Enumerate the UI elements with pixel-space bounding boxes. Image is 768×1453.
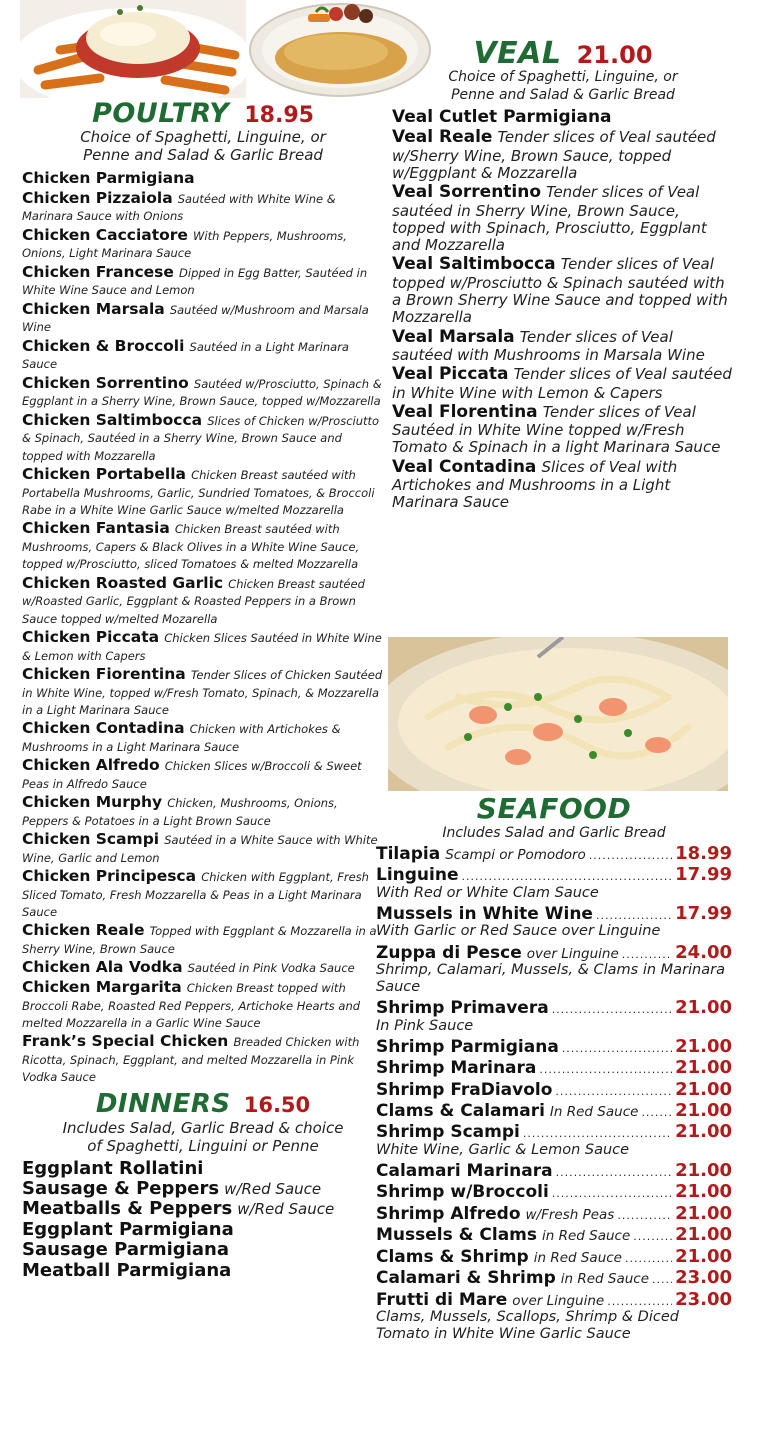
menu-item-name: Veal Piccata [392,364,509,385]
menu-item [22,1261,384,1280]
menu-item [22,226,384,261]
left-column [22,98,384,1281]
seafood-item-row [376,1058,732,1077]
seafood-item [376,1122,732,1159]
menu-item-name: Chicken Pizzaiola [22,188,173,207]
menu-item [22,1240,384,1259]
menu-item-description: Chicken Breast sautéed with Portabella Mushrooms, Garlic, Sundried Tomatoes, & Broccoli Rabe in a White Wine Garlic Sauce w/melted Mozzarella [22,468,375,517]
menu-item-description: With Red or White Clam Sauce [376,884,599,901]
menu-item-description: Tender slices of Veal sautéed in Sherry Wine, Brown Sauce, topped with Spinach, Prosciutto, Eggplant and Mozzarella [392,183,707,255]
menu-item-name: Shrimp Primavera [376,998,549,1019]
dinners-price: 16.50 [243,1092,311,1117]
menu-item [22,665,384,717]
menu-item-name: Chicken Piccata [22,627,160,646]
menu-item-name: Veal Reale [392,127,493,148]
menu-item-name: Shrimp Marinara [376,1058,537,1079]
menu-item-name: Chicken Scampi [22,830,160,849]
seafood-item [376,1080,732,1099]
menu-item-description: Tender slices of Veal sautéed with Mushrooms in Marsala Wine [392,327,705,364]
poultry-title: POULTRY [92,98,230,129]
menu-item-description: Tender Slices of Chicken Sautéed in White Wine, topped w/Fresh Tomato, Spinach, & Mozzarella in a Light Marinara Sauce [22,667,383,717]
menu-item-description: Tender slices of Veal Sautéed in White Wine topped w/Fresh Tomato & Spinach in a light Marinara Sauce [392,402,721,457]
price-leader-dots [556,1167,672,1179]
seafood-header [376,792,732,824]
menu-item-note: over Linguine [526,945,619,962]
seafood-item-row [376,1037,732,1056]
menu-item [392,183,734,253]
menu-item [22,337,384,372]
seafood-item-row [376,1182,732,1201]
menu-item [22,374,384,409]
veal-title: VEAL [473,36,562,71]
menu-item [392,365,734,401]
menu-item-description: Chicken with Artichokes & Mushrooms in a Light Marinara Sauce [22,722,341,754]
menu-item-price: 21.00 [675,1202,732,1224]
menu-item-name: Veal Sorrentino [392,182,542,203]
menu-item-name: Chicken Reale [22,921,145,940]
menu-item [22,1179,384,1198]
poultry-subtitle-2: Penne and Salad & Garlic Bread [83,146,323,164]
menu-item-description: Clams, Mussels, Scallops, Shrimp & Diced Tomato in White Wine Garlic Sauce [376,1309,679,1343]
menu-item [22,830,384,865]
veal-price: 21.00 [576,41,653,69]
seafood-list [376,844,732,1343]
menu-item [22,793,384,828]
seafood-item [376,1037,732,1056]
menu-item-name: Eggplant Rollatini [22,1157,204,1179]
menu-item-description: Sautéed with White Wine & Marinara Sauce with Onions [22,191,336,224]
menu-item-name: Clams & Shrimp [376,1246,529,1267]
menu-item-price: 18.99 [675,843,732,864]
price-leader-dots [552,1188,672,1200]
seafood-column [376,792,732,1345]
seafood-item [376,844,732,863]
seafood-item [376,865,732,902]
seafood-item-row [376,1268,732,1287]
menu-item-name: Shrimp w/Broccoli [376,1182,549,1203]
poultry-subtitle-1: Choice of Spaghetti, Linguine, or [80,128,326,146]
seafood-item [376,943,732,997]
menu-item-note: in Red Sauce [560,1271,650,1288]
seafood-item-row [376,998,732,1017]
menu-item [22,169,384,187]
menu-item-name: Chicken Portabella [22,465,186,483]
price-leader-dots [596,910,672,922]
veal-subtitle-2: Penne and Salad & Garlic Bread [451,87,675,103]
menu-item-description: Chicken Slices w/Broccoli & Sweet Peas in Alfredo Sauce [22,759,362,791]
menu-item [22,958,384,976]
menu-item-price: 17.99 [675,864,732,886]
menu-item [392,128,734,181]
seafood-item [376,904,732,941]
dinners-list [22,1159,384,1281]
menu-item-description: Sautéed w/Prosciutto, Spinach & Eggplant in a Sherry Wine, Brown Sauce, topped w/Mozzarella [22,376,382,409]
menu-item-name: Chicken Ala Vodka [22,958,183,977]
menu-item [22,628,384,663]
menu-item [22,1032,384,1084]
seafood-item [376,1161,732,1180]
menu-item-description: Chicken Slices Sautéed in White Wine & Lemon with Capers [22,630,382,663]
menu-item [392,255,734,325]
menu-item-price: 21.00 [675,1078,732,1100]
seafood-item-row [376,1290,732,1309]
menu-item-note: In Red Sauce [549,1104,639,1121]
menu-item-name: Chicken Roasted Garlic [22,573,224,592]
menu-item-note: in Red Sauce [533,1249,622,1266]
price-leader-dots [552,1004,672,1016]
poultry-list [22,169,384,1085]
menu-item-name: Shrimp Parmigiana [376,1036,559,1057]
menu-item [22,719,384,754]
menu-item-price: 21.00 [675,1035,732,1057]
menu-item-description: Sautéed w/Mushroom and Marsala Wine [22,302,369,335]
menu-item-name: Zuppa di Pesce [376,942,522,963]
menu-item-name: Sausage Parmigiana [22,1239,229,1261]
menu-item-name: Chicken Marsala [22,299,165,318]
menu-item-description: Slices of Veal with Artichokes and Mushrooms in a Light Marinara Sauce [392,457,678,512]
menu-item [22,574,384,626]
menu-item-name: Chicken & Broccoli [22,336,185,355]
menu-item-name: Veal Cutlet Parmigiana [392,107,612,127]
chicken-parmigiana-photo [20,0,246,98]
price-leader-dots [633,1231,672,1243]
seafood-title: SEAFOOD [476,792,632,825]
menu-item [22,465,384,517]
menu-item [22,300,384,335]
seafood-item [376,1290,732,1344]
menu-item-description: w/Red Sauce [224,1180,322,1199]
menu-item-price: 21.00 [675,1121,732,1143]
seafood-item [376,1101,732,1120]
price-leader-dots [617,1210,672,1222]
menu-item [22,1220,384,1239]
menu-item-name: Calamari Marinara [376,1161,553,1182]
price-leader-dots [523,1128,672,1140]
menu-item-name: Veal Saltimbocca [392,254,556,275]
menu-item [22,189,384,224]
poultry-header [22,98,384,128]
menu-item-name: Meatball Parmigiana [22,1259,232,1281]
menu-item-name: Chicken Francese [22,262,174,281]
menu-item-price: 21.00 [675,1245,732,1267]
menu-item-name: Frank’s Special Chicken [22,1032,229,1051]
menu-item-description: Sautéed in Pink Vodka Sauce [187,961,355,976]
seafood-item [376,1058,732,1077]
menu-item-description: Sautéed in a Light Marinara Sauce [22,339,349,372]
menu-item-name: Eggplant Parmigiana [22,1218,234,1240]
menu-item-price: 23.00 [675,1267,732,1289]
menu-item-description: w/Red Sauce [237,1200,335,1219]
price-leader-dots [641,1107,672,1119]
menu-item-name: Chicken Alfredo [22,756,160,775]
menu-item-name: Linguine [376,865,459,886]
menu-item-price: 17.99 [675,902,732,924]
price-leader-dots [462,871,673,883]
seafood-item-row [376,1122,732,1141]
seafood-subtitle: Includes Salad and Garlic Bread [442,825,666,841]
veal-column [392,36,734,513]
menu-item-name: Sausage & Peppers [22,1178,220,1200]
menu-item-description: Sautéed in a White Sauce with White Wine, Garlic and Lemon [22,833,378,865]
menu-item-note: over Linguine [512,1292,605,1309]
menu-item-description: Tender slices of Veal sautéed w/Sherry Wine, Brown Sauce, topped w/Eggplant & Mozzarella [392,128,716,182]
veal-subtitle-1: Choice of Spaghetti, Linguine, or [448,69,678,85]
menu-item-note: in Red Sauce [542,1228,631,1245]
menu-item-price: 21.00 [675,1160,732,1182]
seafood-item [376,998,732,1035]
menu-item-name: Calamari & Shrimp [376,1268,556,1289]
menu-item [22,263,384,298]
seafood-item [376,1204,732,1223]
price-leader-dots [607,1296,672,1308]
menu-item-name: Meatballs & Peppers [22,1198,233,1220]
seafood-item-row [376,1225,732,1244]
seafood-item [376,1225,732,1244]
dinners-subtitle-2: of Spaghetti, Linguini or Penne [87,1136,319,1155]
poultry-price: 18.95 [244,103,314,128]
menu-item-description: Chicken Breast sautéed with Mushrooms, Capers & Black Olives in a White Wine Sauce, topped w/Prosciutto, sliced Tomatoes & melted Mozzarella [22,522,360,572]
menu-item [22,1199,384,1218]
menu-item-name: Veal Florentina [392,401,538,422]
price-leader-dots [625,1253,672,1265]
menu-item-name: Chicken Saltimbocca [22,410,203,429]
menu-item-description: Breaded Chicken with Ricotta, Spinach, Eggplant, and melted Mozzarella in Pink Vodka Sauce [22,1035,360,1085]
menu-item-name: Clams & Calamari [376,1101,545,1122]
seafood-item-row [376,1161,732,1180]
price-leader-dots [562,1043,672,1055]
menu-item-name: Chicken Parmigiana [22,169,195,187]
menu-item-description: Chicken, Mushrooms, Onions, Peppers & Potatoes in a Light Brown Sauce [22,796,338,828]
menu-item-description: White Wine, Garlic & Lemon Sauce [376,1141,630,1158]
price-leader-dots [652,1274,672,1286]
menu-item [392,458,734,511]
menu-item-description: Chicken with Eggplant, Fresh Sliced Tomato, Fresh Mozzarella & Peas in a Light Marinara Sauce [22,870,369,920]
menu-item-description: Chicken Breast sautéed w/Roasted Garlic, Eggplant & Roasted Peppers in a Brown Sauce topped w/melted Mozarella [22,576,365,626]
dinners-subtitle-1: Includes Salad, Garlic Bread & choice [62,1118,344,1137]
seafood-item-row [376,865,732,884]
menu-item-name: Chicken Principesca [22,867,197,886]
seafood-item [376,1247,732,1266]
menu-item-description: In Pink Sauce [376,1017,474,1034]
menu-item-price: 21.00 [675,997,732,1019]
menu-item-price: 21.00 [675,1100,732,1122]
price-leader-dots [539,1064,672,1076]
menu-item-name: Chicken Sorrentino [22,373,189,392]
seafood-item-row [376,1101,732,1120]
menu-item-price: 21.00 [675,1181,732,1203]
menu-item-name: Veal Marsala [392,326,515,347]
menu-item-description: Tender slices of Veal sautéed in White Wine with Lemon & Capers [392,365,732,402]
menu-item [22,519,384,571]
menu-item [22,1159,384,1178]
menu-item-name: Chicken Fiorentina [22,664,186,683]
menu-item-description: With Peppers, Mushrooms, Onions, Light Marinara Sauce [22,228,347,261]
menu-item-name: Mussels & Clams [376,1225,538,1246]
seafood-item [376,1182,732,1201]
menu-item [22,867,384,919]
menu-item-description: Slices of Chicken w/Prosciutto & Spinach, Sautéed in a Sherry Wine, Brown Sauce and topped with Mozzarella [22,413,380,463]
dinners-title: DINNERS [95,1088,231,1119]
menu-item [392,403,734,456]
menu-item-price: 23.00 [675,1288,732,1310]
menu-item-description: With Garlic or Red Sauce over Linguine [376,923,661,940]
menu-item-name: Veal Contadina [392,456,537,477]
menu-item [22,978,384,1030]
menu-item-description: Chicken Breast topped with Broccoli Rabe, Roasted Red Peppers, Artichoke Hearts and melted Mozzarella in a Garlic Wine Sauce [22,981,361,1031]
seafood-pasta-photo [388,637,728,791]
seafood-item-row [376,904,732,923]
menu-item-note: w/Fresh Peas [525,1206,615,1223]
seafood-item-row [376,1247,732,1266]
menu-item-name: Chicken Cacciatore [22,225,188,244]
price-leader-dots [589,850,672,862]
menu-item-name: Shrimp Scampi [376,1122,520,1143]
dinners-header [22,1089,384,1119]
menu-item-price: 21.00 [675,1224,732,1246]
menu-item-name: Chicken Margarita [22,978,182,997]
menu-item-name: Shrimp FraDiavolo [376,1079,553,1100]
menu-item-name: Chicken Fantasia [22,519,170,538]
menu-item-name: Chicken Murphy [22,793,163,812]
seafood-item-row [376,943,732,962]
menu-item-note: Scampi or Pomodoro [445,847,586,863]
menu-item-description: Shrimp, Calamari, Mussels, & Clams in Marinara Sauce [376,961,725,996]
veal-list [392,108,734,511]
menu-item-description: Topped with Eggplant & Mozzarella in a Sherry Wine, Brown Sauce [22,924,377,957]
seafood-item-row [376,844,732,863]
menu-item-description: Tender slices of Veal topped w/Prosciutto & Spinach sautéed with a Brown Sherry Wine Sauce and topped with Mozzarella [392,255,728,327]
seafood-item [376,1268,732,1287]
menu-item-price: 24.00 [675,941,732,963]
menu-item-name: Tilapia [376,844,441,864]
menu-item [22,756,384,791]
menu-item-name: Shrimp Alfredo [376,1203,521,1224]
menu-item-name: Chicken Contadina [22,719,185,738]
menu-item-price: 21.00 [675,1057,732,1079]
veal-header [392,36,734,71]
menu-item [392,108,734,126]
seafood-item-row [376,1080,732,1099]
menu-item [392,328,734,364]
price-leader-dots [622,949,672,961]
menu-item-name: Frutti di Mare [376,1289,508,1310]
seafood-item-row [376,1204,732,1223]
price-leader-dots [555,1086,672,1098]
menu-item-name: Mussels in White Wine [376,903,593,924]
menu-item-description: Dipped in Egg Batter, Sautéed in White Wine Sauce and Lemon [22,265,368,298]
menu-item [22,411,384,463]
menu-item [22,921,384,956]
